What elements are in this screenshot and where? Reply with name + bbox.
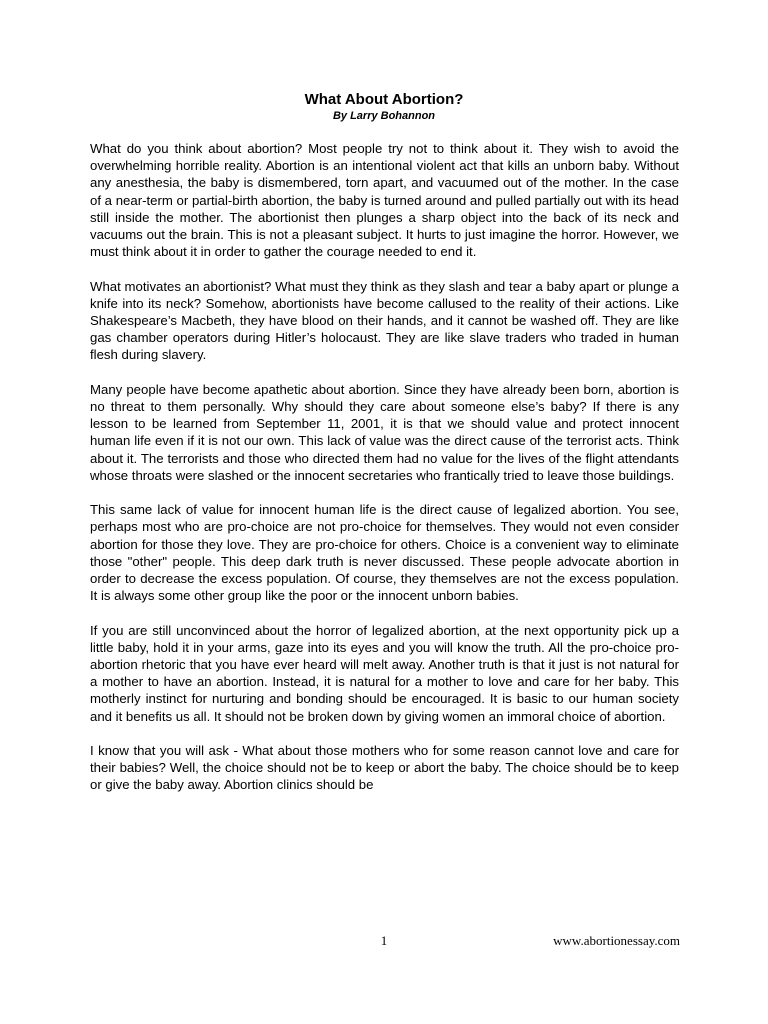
document-body xyxy=(90,140,679,794)
footer-website: www.abortionessay.com xyxy=(553,933,680,948)
paragraph: This same lack of value for innocent human life is the direct cause of legalized abortion. You see, perhaps most who are pro-choice are not pro-choice for themselves. They would not even consider abortion for those they love. They are pro-choice for others. Choice is a convenient way to eliminate those "other" people. This deep dark truth is never discussed. These people advocate abortion in order to decrease the excess population. Of course, they themselves are not the excess population. It is always some other group like the poor or the innocent unborn babies. xyxy=(90,502,679,604)
author-byline: By Larry Bohannon xyxy=(332,110,436,122)
paragraph: What motivates an abortionist? What must they think as they slash and tear a baby apart or plunge a knife into its neck? Somehow, abortionists have become callused to the reality of their actions. Like Shakespeare’s Macbeth, they have blood on their hands, and it cannot be washed off. They are like gas chamber operators during Hitler’s holocaust. They are like slave traders who traded in human flesh during slavery. xyxy=(90,278,679,363)
page-number: 1 xyxy=(380,933,388,948)
paragraph: I know that you will ask - What about those mothers who for some reason cannot love and care for their babies? Well, the choice should not be to keep or abort the baby. The choice should be to keep or give the baby away. Abortion clinics should be xyxy=(90,743,679,793)
paragraph: What do you think about abortion? Most people try not to think about it. They wish to avoid the overwhelming horrible reality. Abortion is an intentional violent act that kills an unborn baby. Without any anesthesia, the baby is dismembered, torn apart, and vacuumed out of the mother. In the case of a near-term or partial-birth abortion, the baby is turned around and pulled partially out with its head still inside the mother. The abortionist then plunges a sharp object into the back of its neck and vacuums out the brain. This is not a pleasant subject. It hurts to just imagine the horror. However, we must think about it in order to gather the courage needed to end it. xyxy=(90,141,679,260)
document-title: What About Abortion? xyxy=(304,91,464,108)
paragraph: Many people have become apathetic about abortion. Since they have already been born, abortion is no threat to them personally. Why should they care about someone else’s baby? If there is any lesson to be learned from September 11, 2001, it is that we should value and protect innocent human life even if it is not our own. This lack of value was the direct cause of the terrorist acts. Think about it. The terrorists and those who directed them had no value for the lives of the flight attendants whose throats were slashed or the innocent secretaries who frantically tried to leave those buildings. xyxy=(90,381,679,483)
paragraph: If you are still unconvinced about the horror of legalized abortion, at the next opportunity pick up a little baby, hold it in your arms, gaze into its eyes and you will know the truth. All the pro-choice pro-abortion rhetoric that you have ever heard will melt away. Another truth is that it just is not natural for a mother to have an abortion. Instead, it is natural for a mother to love and care for her baby. This motherly instinct for nurturing and bonding should be encouraged. It is basic to our human society and it benefits us all. It should not be broken down by giving women an immoral choice of abortion. xyxy=(90,622,679,724)
